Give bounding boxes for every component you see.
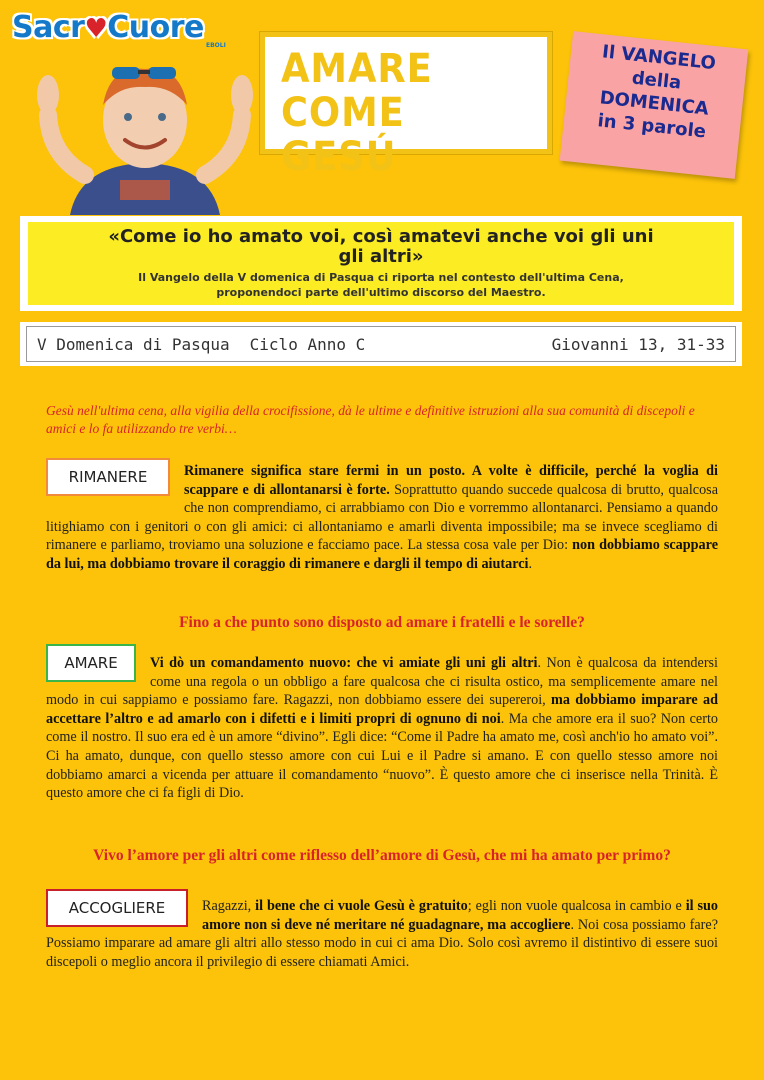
amare-text-end: . Ma che amore era il suo? Non certo come il nostro. Il suo era ed è un amore “divino”. Egli dice: “Come il Padre ha amato me, così anch'io ho amato voi”. Ci ha amato, dunque, con quello stesso amore con cui Lui e il Padre si amano. E con quello stesso amore noi dobbiamo amarci a vicenda per attuare il comandamento “nuovo”. È questo amore che ci inserisce nella Trinità. È questo amore che ci fa figli di Dio. — [46, 710, 718, 802]
logo-text-left: Sacr — [12, 10, 85, 45]
heart-cross-icon: ♥ — [84, 14, 108, 44]
amare-bold-acceptance: ma dobbiamo imparare ad accettare l’altro e ad amarlo con i difetti e i limiti propri di ognuno di noi — [46, 692, 718, 727]
title-line-2: COME GESÚ — [281, 90, 405, 180]
gospel-reference: Giovanni 13, 31-33 — [551, 334, 725, 354]
accogliere-bold-gratuitous: il bene che ci vuole Gesù è gratuito — [255, 898, 468, 914]
accogliere-text: ; egli non vuole qualcosa in cambio e — [467, 898, 686, 914]
gospel-context: Il Vangelo della V domenica di Pasqua ci riporta nel contesto dell'ultima Cena, proponendoci parte dell'ultimo discorso del Maestro. — [138, 271, 624, 299]
amare-bold-commandment: Vi dò un comandamento nuovo: che vi amiate gli uni gli altri — [150, 655, 538, 671]
amare-text: . Non è qualcosa da intendersi come una regola o un obbligo a fare qualcosa che ci risulta ostico, ma semplicemente amare nel modo in cui sappiamo e possiamo fare. Ragazzi, non dobbiamo essere dei supereroi, — [46, 655, 719, 709]
accogliere-bold-welcome: il suo amore non si deve né meritare né guadagnare, ma accogliere — [202, 898, 719, 933]
sticky-line-3: DOMENICA — [598, 87, 710, 120]
quote-banner-inner — [28, 222, 734, 305]
accogliere-text-start: Ragazzi, — [202, 898, 256, 914]
liturgy-info-inner — [26, 326, 736, 362]
rimanere-bold-conclusion: non dobbiamo scappare da lui, ma dobbiamo trovare il coraggio di rimanere e dargli il tempo di aiutarci — [46, 537, 718, 572]
cycle-label: Ciclo Anno C — [249, 334, 366, 354]
section-accogliere — [46, 897, 718, 971]
sticky-line-2: della — [630, 67, 683, 94]
sticky-line-4: in 3 parole — [596, 110, 707, 143]
main-title-box — [260, 32, 552, 180]
verb-badge-rimanere: RIMANERE — [46, 458, 170, 496]
liturgy-info-bar — [20, 322, 742, 366]
sunday-label: V Domenica di Pasqua — [37, 334, 230, 354]
rimanere-bold-intro: Rimanere significa stare fermi in un posto. A volte è difficile, perché la voglia di scappare e di allontanarsi è forte. — [184, 463, 718, 498]
logo-subtitle: EBOLI — [206, 42, 226, 49]
section-amare — [46, 654, 718, 803]
logo-text-right: Cuore — [107, 10, 204, 45]
rimanere-text: Soprattutto quando succede qualcosa di brutto, qualcosa che non comprendiamo, ci arrabbiamo con Dio e vorremmo allontanarci. Pensiamo a quando litighiamo con i genitori o con gli amici: ci allontaniamo e amarli diventa impossibile; ma se invece scegliamo di rimanere e parliamo, troviamo una soluzione e facciamo pace. La stessa cosa vale per Dio: — [46, 481, 718, 554]
verb-badge-accogliere: ACCOGLIERE — [46, 889, 188, 927]
main-title — [281, 47, 517, 179]
parish-logo — [12, 10, 204, 45]
question-1: Fino a che punto sono disposto ad amare i fratelli e le sorelle? — [179, 614, 585, 631]
child-thumbs-up-illustration — [30, 55, 260, 215]
section-rimanere — [46, 462, 718, 574]
accogliere-text-end: . Noi cosa possiamo fare? Possiamo imparare ad amare gli altri allo stesso modo in cui ci ama Dio. Solo così avremo il distintivo di essere suoi discepoli o meglio ancora il privilegio di essere chiamati Amici. — [46, 916, 718, 970]
quote-banner — [20, 216, 742, 311]
question-2: Vivo l’amore per gli altri come riflesso dell’amore di Gesù, che mi ha amato per primo? — [93, 847, 671, 864]
rimanere-text-end: . — [528, 555, 533, 572]
title-line-1: AMARE — [281, 46, 433, 92]
gospel-quote: «Come io ho amato voi, così amatevi anche voi gli uni gli altri» — [108, 226, 654, 267]
sticky-note — [560, 31, 749, 179]
intro-text: Gesù nell'ultima cena, alla vigilia della crocifissione, dà le ultime e definitive istruzioni alla sua comunità di discepoli e amici e lo fa utilizzando tre verbi… — [46, 403, 695, 436]
verb-badge-amare: AMARE — [46, 644, 136, 682]
sticky-line-1: Il VANGELO — [601, 41, 717, 75]
